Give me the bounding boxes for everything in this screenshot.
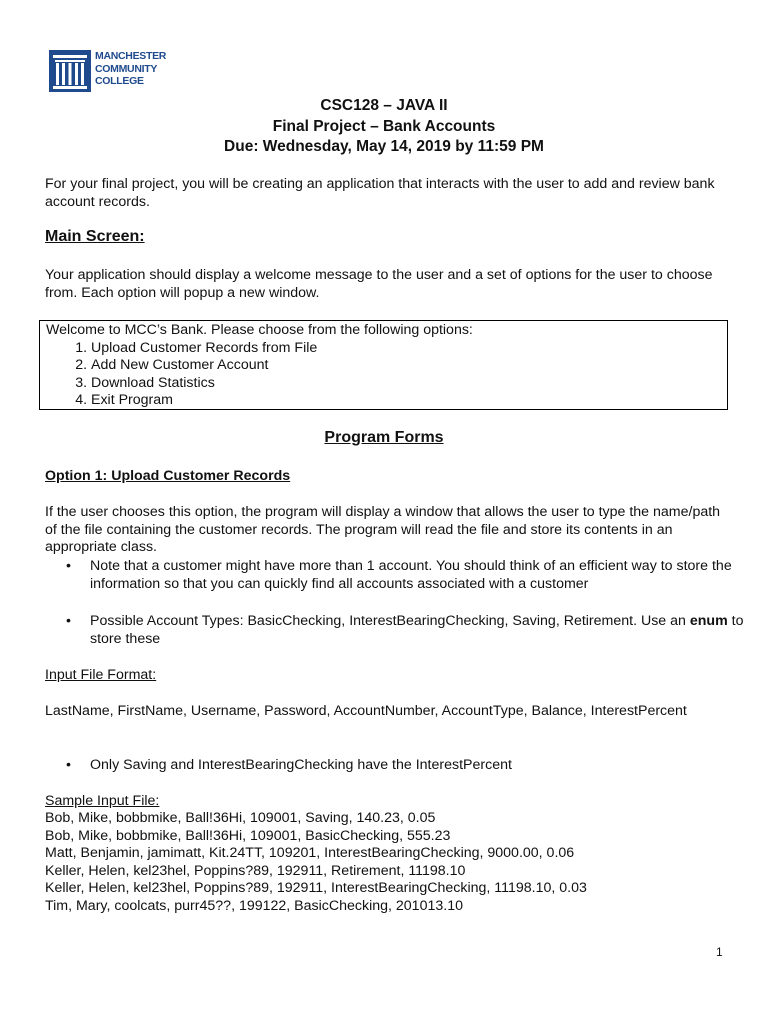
sample-line: Keller, Helen, kel23hel, Poppins?89, 192911, InterestBearingChecking, 11198.10, 0.03: [45, 880, 587, 896]
option1-heading: Option 1: Upload Customer Records: [45, 468, 291, 484]
logo-line-2: COMMUNITY: [95, 62, 158, 75]
menu-option: 4. Exit Program: [91, 392, 727, 410]
welcome-message: Welcome to MCC’s Bank. Please choose from the following options:: [46, 322, 473, 338]
college-name: [95, 50, 166, 88]
course-title: CSC128 – JAVA II: [320, 97, 448, 114]
main-screen-heading: Main Screen:: [45, 228, 145, 245]
sample-line: Keller, Helen, kel23hel, Poppins?89, 192911, Retirement, 11198.10: [45, 862, 466, 879]
welcome-menu-box: [39, 320, 728, 410]
bullet-list-2: [45, 613, 768, 648]
document-title: [0, 96, 768, 158]
bullet-text: to store these: [90, 613, 744, 647]
sample-line: Tim, Mary, coolcats, purr45??, 199122, BasicChecking, 201013.10: [45, 897, 463, 914]
sample-line: Bob, Mike, bobbmike, Ball!36Hi, 109001, BasicChecking, 555.23: [45, 827, 451, 844]
menu-option: 1. Upload Customer Records from File: [91, 340, 727, 358]
college-logo: [49, 50, 166, 92]
bullet-bold-text: enum: [689, 613, 728, 629]
sample-input-file: [45, 810, 735, 915]
intro-paragraph: For your final project, you will be creating an application that interacts with the user to add and review bank account records.: [45, 176, 715, 210]
logo-line-1: MANCHESTER: [95, 50, 167, 62]
bullet-text: Possible Account Types: BasicChecking, InterestBearingChecking, Saving, Retirement. Use an: [90, 613, 690, 629]
menu-option: 3. Download Statistics: [91, 375, 727, 393]
logo-line-3: COLLEGE: [95, 75, 144, 87]
program-forms-heading: Program Forms: [324, 429, 444, 446]
project-title: Final Project – Bank Accounts: [272, 117, 496, 135]
menu-option: 2. Add New Customer Account: [91, 357, 727, 375]
option1-description: If the user chooses this option, the program will display a window that allows the user to type the name/path of the file containing the customer records. The program will read the file and store its contents in an appropriate class.: [45, 504, 721, 555]
sample-input-heading: Sample Input File:: [45, 793, 160, 809]
bullet-item: • Note that a customer might have more than 1 account. You should think of an efficient way to store the information so that you can quickly find all accounts associated with a customer: [90, 558, 768, 593]
main-screen-description: Your application should display a welcome message to the user and a set of options for the user to choose from. Each option will popup a new window.: [45, 267, 713, 301]
menu-options-list: [46, 340, 727, 410]
page-number: 1: [716, 945, 723, 959]
sample-line: Matt, Benjamin, jamimatt, Kit.24TT, 109201, InterestBearingChecking, 9000.00, 0.06: [45, 845, 575, 861]
sample-line: Bob, Mike, bobbmike, Ball!36Hi, 109001, Saving, 140.23, 0.05: [45, 810, 436, 826]
input-format-text: LastName, FirstName, Username, Password, AccountNumber, AccountType, Balance, InterestPercent: [45, 703, 687, 719]
input-format-heading: Input File Format:: [45, 667, 157, 683]
college-building-icon: [49, 50, 91, 92]
bullet-list-3: [45, 757, 768, 775]
due-date: Due: Wednesday, May 14, 2019 by 11:59 PM: [224, 138, 544, 155]
bullet-item: [90, 613, 768, 648]
bullet-list-1: [45, 558, 768, 593]
bullet-item: • Only Saving and InterestBearingChecking have the InterestPercent: [90, 757, 768, 775]
